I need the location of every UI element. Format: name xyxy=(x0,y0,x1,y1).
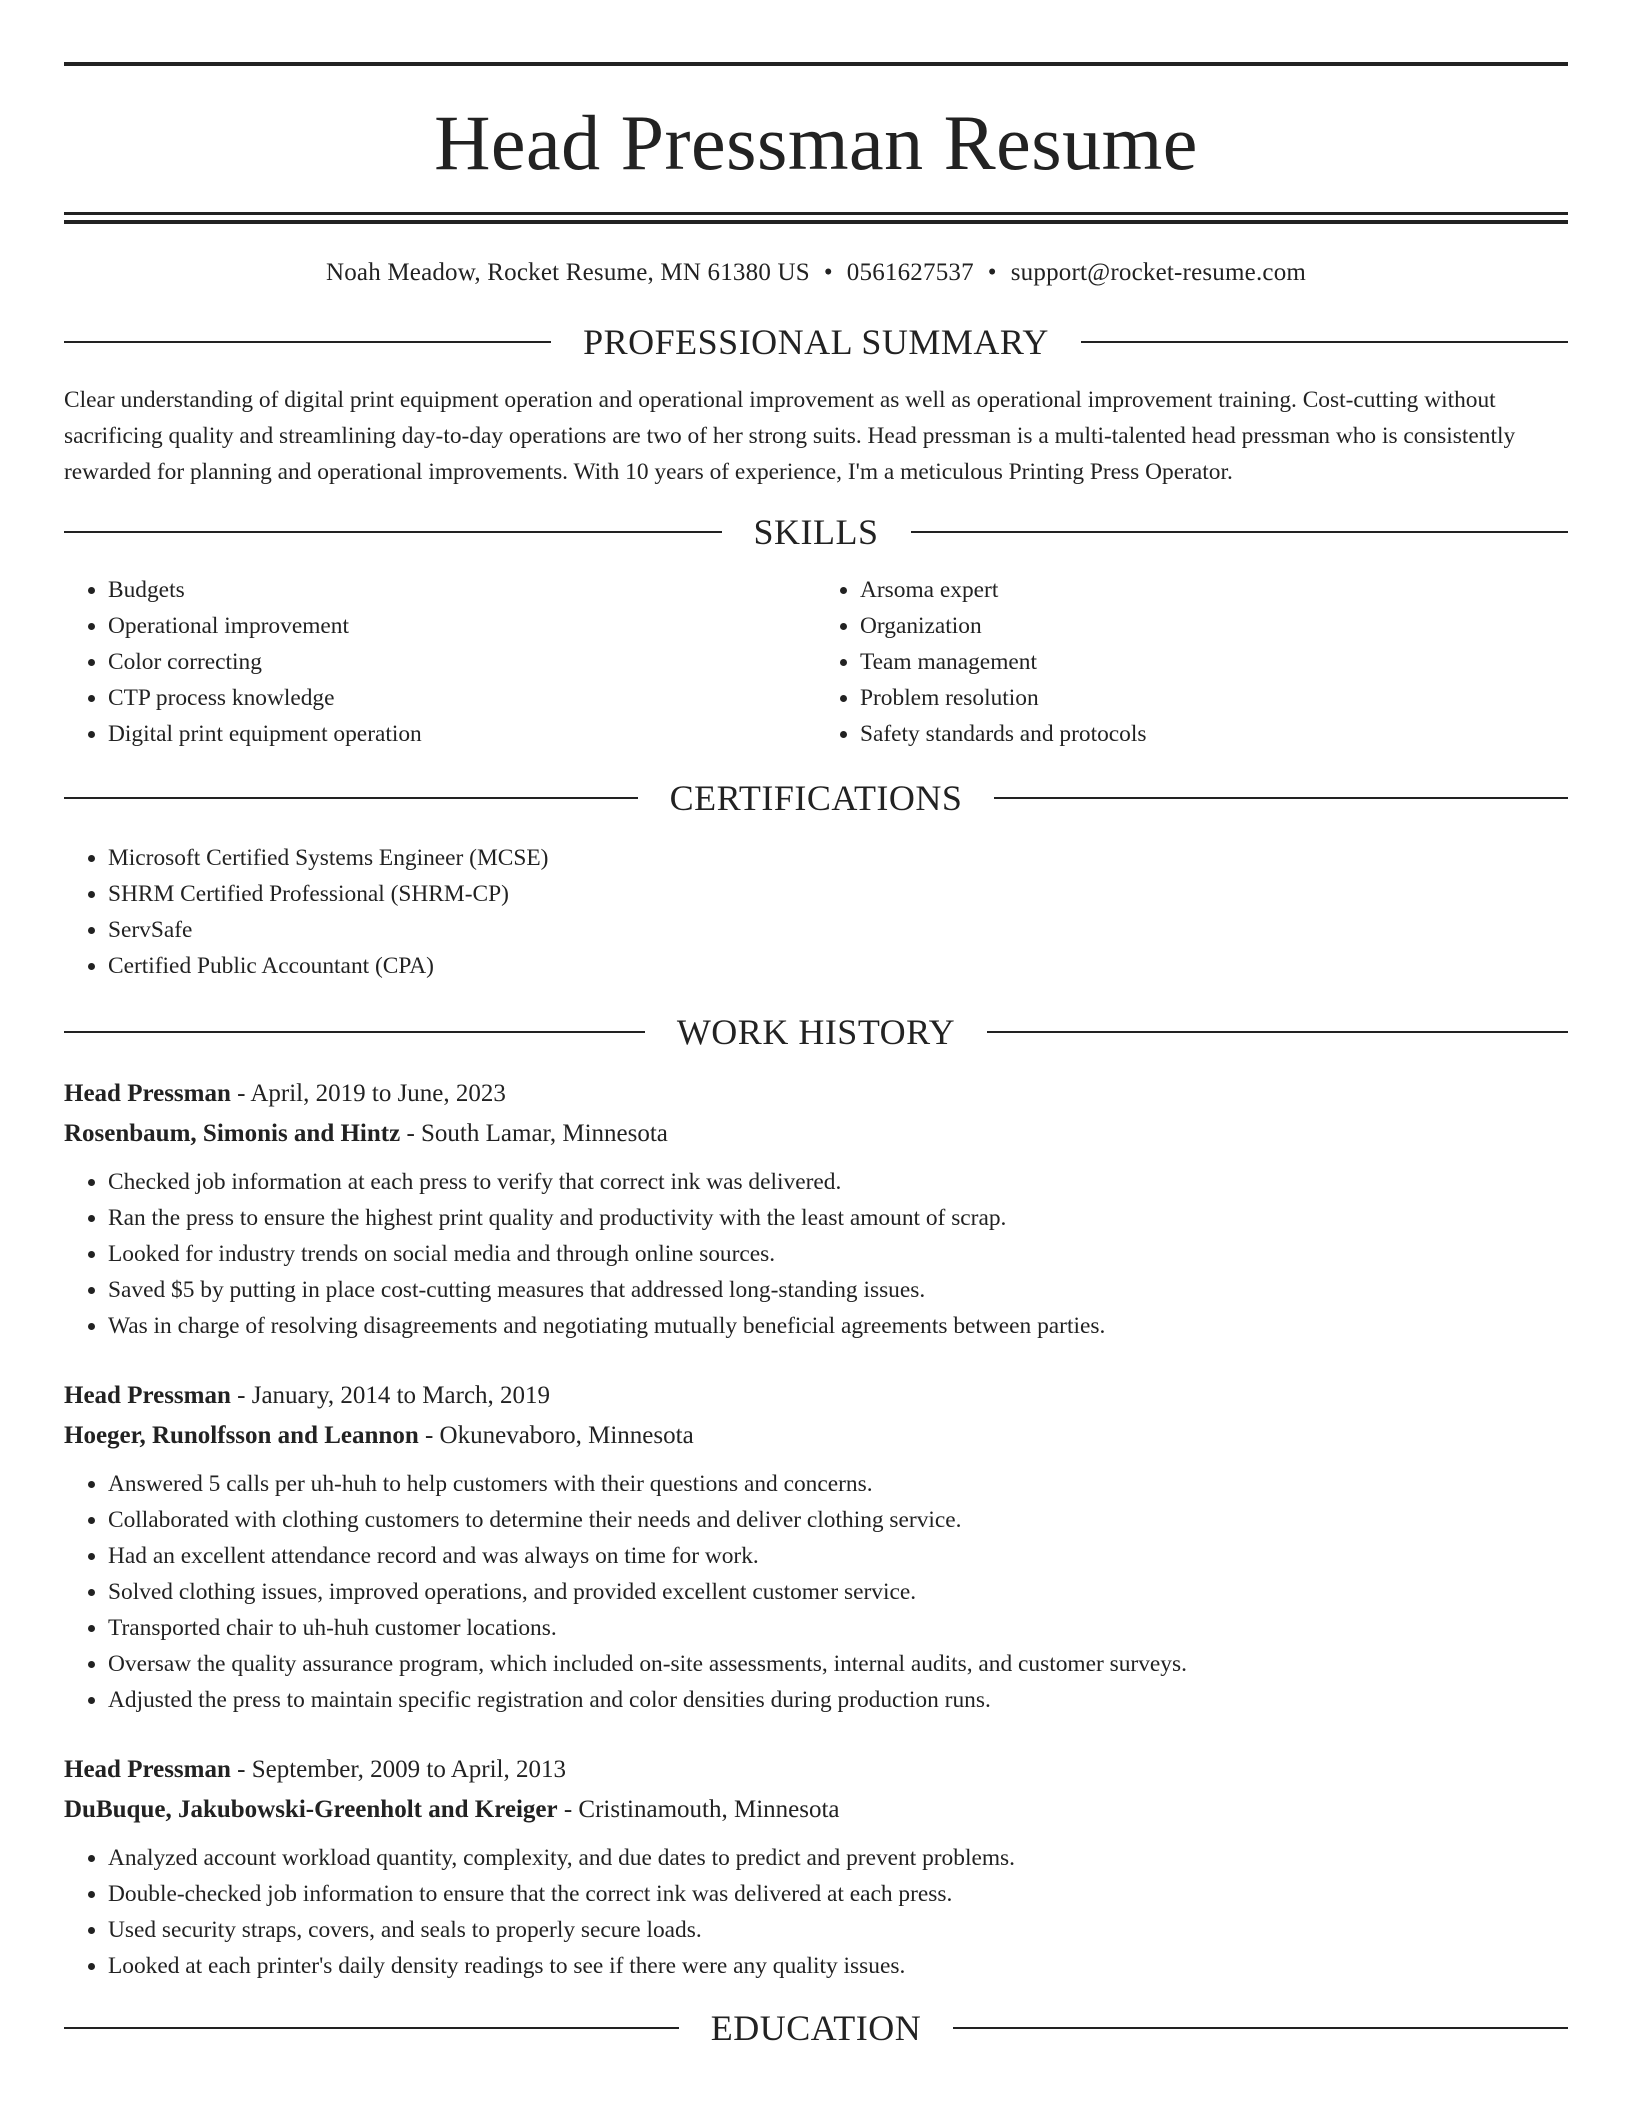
title-double-rule xyxy=(64,212,1568,224)
job-company: Rosenbaum, Simonis and Hintz xyxy=(64,1120,401,1147)
skill-item: • CTP process knowledge xyxy=(108,680,816,716)
job-location: - Okunevaboro, Minnesota xyxy=(418,1422,694,1449)
heading-rule xyxy=(64,341,551,343)
job-duty-item: • Ran the press to ensure the highest print quality and productivity with the least amount of scrap. xyxy=(108,1200,1568,1236)
top-rule xyxy=(64,62,1568,66)
job-duty-item: • Double-checked job information to ensure that the correct ink was delivered at each press. xyxy=(108,1876,1568,1912)
skills-heading-label: SKILLS xyxy=(753,512,879,552)
job-entry xyxy=(64,1376,1568,1718)
job-title-line xyxy=(64,1376,1568,1416)
job-title-line xyxy=(64,1074,1568,1114)
job-company: Hoeger, Runolfsson and Leannon xyxy=(64,1422,419,1449)
job-location: - South Lamar, Minnesota xyxy=(400,1120,668,1147)
job-duties xyxy=(64,1840,1568,1984)
job-duty-item: • Looked for industry trends on social media and through online sources. xyxy=(108,1236,1568,1272)
job-duty-item: • Answered 5 calls per uh-huh to help customers with their questions and concerns. xyxy=(108,1466,1568,1502)
job-title: Head Pressman xyxy=(64,1080,231,1107)
skill-item: • Digital print equipment operation xyxy=(108,716,816,752)
job-duty-item: • Saved $5 by putting in place cost-cutting measures that addressed long-standing issues. xyxy=(108,1272,1568,1308)
job-duty-item: • Had an excellent attendance record and was always on time for work. xyxy=(108,1538,1568,1574)
resume-title: Head Pressman Resume xyxy=(434,99,1198,186)
work-history-section-heading xyxy=(64,1012,1568,1052)
certification-item: • SHRM Certified Professional (SHRM-CP) xyxy=(108,876,1568,912)
summary-section-heading xyxy=(64,322,1568,362)
heading-rule xyxy=(64,1031,645,1033)
heading-rule xyxy=(953,2027,1568,2029)
job-company-line xyxy=(64,1114,1568,1154)
job-company: DuBuque, Jakubowski-Greenholt and Kreiger xyxy=(64,1796,558,1823)
certifications-section-heading xyxy=(64,778,1568,818)
skill-item: • Budgets xyxy=(108,572,816,608)
skill-item: • Safety standards and protocols xyxy=(860,716,1568,752)
work-history-heading-label: WORK HISTORY xyxy=(676,1012,956,1052)
certifications-heading-label: CERTIFICATIONS xyxy=(669,778,963,818)
heading-rule xyxy=(64,2027,679,2029)
summary-heading-label: PROFESSIONAL SUMMARY xyxy=(583,322,1049,362)
education-heading-label: EDUCATION xyxy=(710,2008,922,2048)
job-dates: - April, 2019 to June, 2023 xyxy=(230,1080,506,1107)
contact-separator: • xyxy=(987,259,997,286)
skill-item: • Problem resolution xyxy=(860,680,1568,716)
skill-item: • Organization xyxy=(860,608,1568,644)
heading-rule xyxy=(64,797,638,799)
skills-column-right xyxy=(816,572,1568,752)
job-entry xyxy=(64,1750,1568,1984)
skill-item: • Arsoma expert xyxy=(860,572,1568,608)
job-duty-item: • Checked job information at each press to verify that correct ink was delivered. xyxy=(108,1164,1568,1200)
job-duty-item: • Looked at each printer's daily density readings to see if there were any quality issues. xyxy=(108,1948,1568,1984)
skill-item: • Operational improvement xyxy=(108,608,816,644)
skills-column-left xyxy=(64,572,816,752)
skills-list xyxy=(64,572,1568,752)
job-title: Head Pressman xyxy=(64,1756,231,1783)
job-duty-item: • Transported chair to uh-huh customer locations. xyxy=(108,1610,1568,1646)
contact-address: Noah Meadow, Rocket Resume, MN 61380 US xyxy=(325,259,810,286)
certification-item: • Certified Public Accountant (CPA) xyxy=(108,948,1568,984)
job-title: Head Pressman xyxy=(64,1382,231,1409)
job-duty-item: • Collaborated with clothing customers to determine their needs and deliver clothing service. xyxy=(108,1502,1568,1538)
skills-section-heading xyxy=(64,512,1568,552)
job-duty-item: • Solved clothing issues, improved operations, and provided excellent customer service. xyxy=(108,1574,1568,1610)
contact-email: support@rocket-resume.com xyxy=(1010,259,1307,286)
certifications-list xyxy=(64,840,1568,984)
contact-line xyxy=(64,258,1568,288)
job-location: - Cristinamouth, Minnesota xyxy=(557,1796,840,1823)
job-duty-item: • Oversaw the quality assurance program, which included on-site assessments, internal audits, and customer surveys. xyxy=(108,1646,1568,1682)
heading-rule xyxy=(994,797,1568,799)
job-title-line xyxy=(64,1750,1568,1790)
heading-rule xyxy=(987,1031,1568,1033)
heading-rule xyxy=(64,531,722,533)
job-duty-item: • Analyzed account workload quantity, complexity, and due dates to predict and prevent problems. xyxy=(108,1840,1568,1876)
job-dates: - September, 2009 to April, 2013 xyxy=(230,1756,566,1783)
job-duty-item: • Was in charge of resolving disagreements and negotiating mutually beneficial agreements between parties. xyxy=(108,1308,1568,1344)
skill-item: • Team management xyxy=(860,644,1568,680)
education-section-heading xyxy=(64,2008,1568,2048)
job-duties xyxy=(64,1466,1568,1718)
contact-separator: • xyxy=(823,259,833,286)
job-dates: - January, 2014 to March, 2019 xyxy=(230,1382,551,1409)
heading-rule xyxy=(1081,341,1568,343)
job-duty-item: • Adjusted the press to maintain specific registration and color densities during production runs. xyxy=(108,1682,1568,1718)
job-company-line xyxy=(64,1790,1568,1830)
skill-item: • Color correcting xyxy=(108,644,816,680)
job-duties xyxy=(64,1164,1568,1344)
job-company-line xyxy=(64,1416,1568,1456)
job-entry xyxy=(64,1074,1568,1344)
certification-item: • Microsoft Certified Systems Engineer (MCSE) xyxy=(108,840,1568,876)
contact-phone: 0561627537 xyxy=(846,259,974,286)
heading-rule xyxy=(911,531,1569,533)
certification-item: • ServSafe xyxy=(108,912,1568,948)
summary-text: Clear understanding of digital print equipment operation and operational improvement as well as operational improvement training. Cost-cutting without sacrificing quality and streamlining day-to-day operations are two of her strong suits. Head pressman is a multi-talented head pressman who is consistently rewarded for planning and operational improvements. With 10 years of experience, I'm a meticulous Printing Press Operator. xyxy=(64,387,1516,485)
job-duty-item: • Used security straps, covers, and seals to properly secure loads. xyxy=(108,1912,1568,1948)
